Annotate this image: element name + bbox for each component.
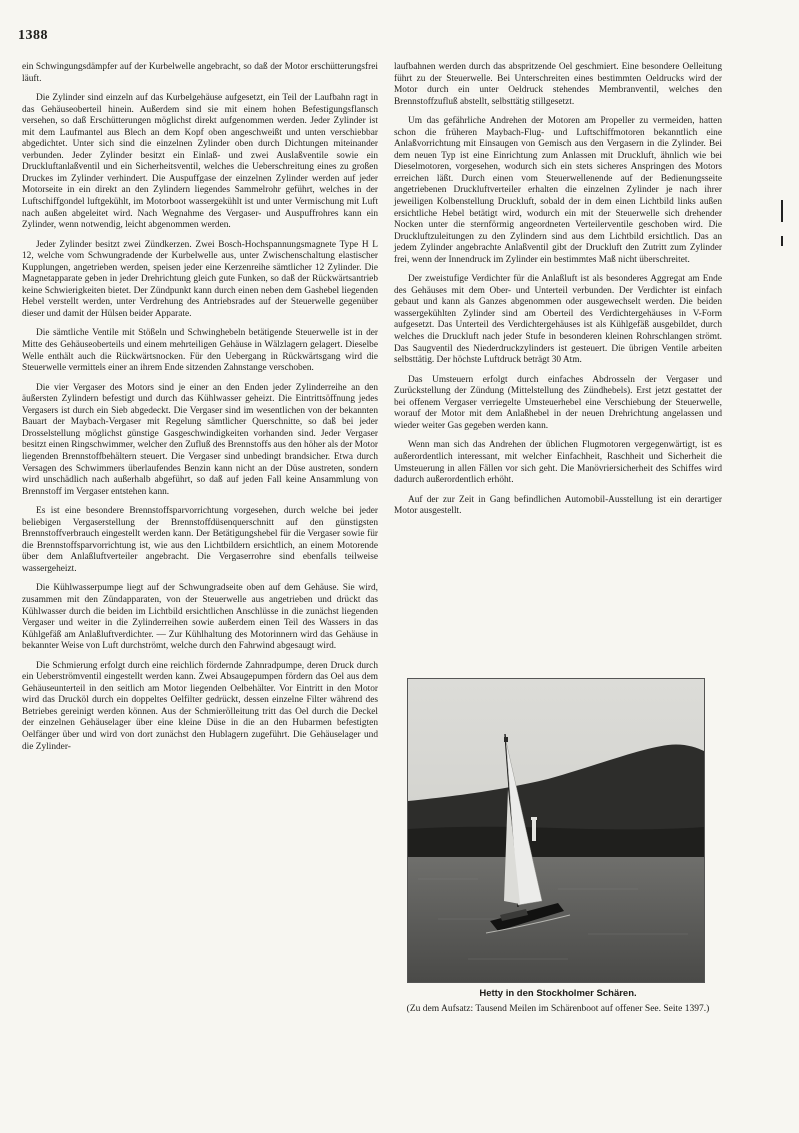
figure-caption bbox=[394, 988, 722, 1015]
page-number: 1388 bbox=[18, 28, 48, 43]
paragraph: Die sämtliche Ventile mit Stößeln und Schwinghebeln betätigende Steuerwelle ist in der Mitte des Gehäuseoberteils und einem mehrteiligen Gehäuse in Wälzlagern gelagert. Dieselbe Welle enthält auch die Rückwärtsnocken. Für den Uebergang in Rückwärtsgang wird die Steuerwelle vermittels einer an ihrem Ende sitzenden Zahnstange verschoben. bbox=[22, 328, 378, 374]
right-column bbox=[394, 62, 722, 526]
left-column bbox=[22, 62, 378, 761]
water bbox=[408, 857, 704, 982]
paragraph: Wenn man sich das Andrehen der üblichen Flugmotoren vergegenwärtigt, ist es außerordentlich interessant, mit welcher Einfachheit, Raschheit und Sicherheit die Umsteuerung in allen Fällen vor sich geht. Die Manövriersicherheit des Schiffes wird dadurch außerordentlich erhöht. bbox=[394, 440, 722, 486]
paragraph: Der zweistufige Verdichter für die Anlaßluft ist als besonderes Aggregat am Ende des Gehäuses mit dem Ober- und Unterteil verbunden. Der Verdichter ist einfach gebaut und kann als Ganzes abgenommen oder ausgewechselt werden. Die beiden wassergekühlten Zylinder sind am Oberteil des Verdichtergehäuses in V-Form aufgesetzt. Das Unterteil des Verdichtergehäuses ist als Kühlgefäß ausgebildet, durch welches die Druckluft nach jeder Stufe in besonderen kleinen Rohrschlangen strömt. Das Saugventil des Niederdruckzylinders ist gesteuert. Die übrigen Ventile arbeiten selbsttätig. Der höchste Luftdruck beträgt 30 Atm. bbox=[394, 274, 722, 366]
paragraph: Das Umsteuern erfolgt durch einfaches Abdrosseln der Vergaser und Zurückstellung der Zündung (Mittelstellung des Zündhebels). Erst jetzt gestattet der bei offenem Vergaser verriegelte Umsteuerhebel eine Verschiebung der Steuerwelle, worauf der Motor mit dem Anlaßhebel in der neuen Drehrichtung angelassen und wieder weiter Gas gegeben werden kann. bbox=[394, 374, 722, 431]
sailboat-photo-illustration bbox=[408, 679, 704, 982]
paragraph: Jeder Zylinder besitzt zwei Zündkerzen. Zwei Bosch-Hochspannungsmagnete Type H L 12, welche vom Schwungradende der Kurbelwelle aus, unter Zwischenschaltung elastischer Kupplungen, angetrieben werden, speisen jeder eine Kerzenreihe sämtlicher 12 Zylinder. Die Magnetapparate geben in jeder Drehrichtung gleich gute Funken, so daß der Rückwärtsantrieb keine Schwierigkeiten bietet. Der Zündpunkt kann durch einen neben dem Gashebel liegenden Hebel verstellt werden, unter Verdrehung des Antriebsrades auf der Steuerwelle gegenüber dieser und damit der Hülsen beider Apparate. bbox=[22, 239, 378, 319]
paragraph: Die Kühlwasserpumpe liegt auf der Schwungradseite oben auf dem Gehäuse. Sie wird, zusammen mit den Zündapparaten, von der Steuerwelle aus angetrieben und drückt das Kühlwasser durch die beiden im Lichtbild ersichtlichen Anschlüsse in die zunächst liegenden Vergaser und weiter in die Zylinderreihen sowie außerdem einen Teil des Wassers in das Kühlgefäß am Anlaßluftverdichter. — Zur Kühlhaltung des Motorinnern wird das Gehäuse in bekannter Weise von Luft durchströmt, welche durch den Fahrwind abgesaugt wird. bbox=[22, 583, 378, 652]
scan-mark bbox=[781, 200, 783, 222]
paragraph: laufbahnen werden durch das abspritzende Oel geschmiert. Eine besondere Oelleitung führt zu der Steuerwelle. Bei Unterschreiten eines bestimmten Oeldrucks wird der Motor durch ein unter Oeldruck stehendes Membranventil, welches den Brennstoffzufluß abstellt, selbsttätig stillgesetzt. bbox=[394, 62, 722, 107]
paragraph: ein Schwingungsdämpfer auf der Kurbelwelle angebracht, so daß der Motor erschütterungsfrei läuft. bbox=[22, 62, 378, 84]
scan-mark bbox=[781, 236, 783, 246]
paragraph: Die vier Vergaser des Motors sind je einer an den Enden jeder Zylinderreihe an den äußersten Zylindern befestigt und durch das Kühlwasser geheizt. Die Eintrittsöffnung jedes Vergasers ist durch ein Sieb abgedeckt. Die Vergaser sind im wesentlichen von der bekannten Bauart der Maybach-Vergaser mit Regelung sämtlicher Querschnitte, so daß bei jeder Drosselstellung möglichst günstige Gasgeschwindigkeiten vorhanden sind. Jeder Vergaser besitzt einen Ringschwimmer, welcher den Zufluß des Brennstoffs aus den höher als der Motor liegenden Brennstoffbehältern steuert. Die Vergaser sind unbedingt brandsicher. Etwa durch Versagen des Schwimmers überlaufendes Benzin kann nicht an der Düse austreten, sondern wird unschädlich nach außerhalb abgeführt, so daß auf jeden Fall keine Ansammlung von Brennstoff im Vergaser entstehen kann. bbox=[22, 382, 378, 497]
paragraph: Um das gefährliche Andrehen der Motoren am Propeller zu vermeiden, hatten schon die früheren Maybach-Flug- und Luftschiffmotoren bekanntlich eine Anlaßvorrichtung mit Einsaugen von Gemisch aus den Vergasern in die Zylinder. Bei dem neuen Typ ist eine Einrichtung zum Anlassen mit Druckluft, ähnlich wie bei Dieselmotoren, vorgesehen, wodurch sich ein stets sicheres Anspringen des Motors erreichen läßt. Durch einen vom Steuerwellenende auf der Bedienungsseite angetriebenen Druckluftverteiler erhalten die einzelnen Zylinder je nach ihrer jeweiligen Kolbenstellung Druckluft, sobald der in dem einen Lichtbild links außen ersichtliche Hebel betätigt wird, wodurch ein mit der Steuerwelle sich drehender Nocken unter die sternförmig angeordneten Verteilerventile geschoben wird. Die Druckluftzuleitungen zu den Zylindern sind aus dem Lichtbild ersichtlich. Das an jedem Zylinder angebrachte Anlaßventil gibt der Druckluft den Zutritt zum Zylinder frei, wenn der Innendruck im Zylinder ein bestimmtes Maß nicht überschreitet. bbox=[394, 116, 722, 265]
shoreline bbox=[408, 827, 704, 861]
paragraph: Die Schmierung erfolgt durch eine reichlich fördernde Zahnradpumpe, deren Druck durch ein Ueberströmventil eingestellt werden kann. Zwei Absaugepumpen fördern das Oel aus dem Gehäuseunterteil in den seitlich am Motor liegenden Oelbehälter. Vor Eintritt in den Motor wird das Drucköl durch ein doppeltes Oelfilter gedrückt, dessen einzelne Filter während des Betriebes gereinigt werden können. Aus der Schmierölleitung tritt das Oel durch die Deckel der einzelnen Gehäuselager über eine kleine Düse in die an den Hubarmen befestigten Oelfänger über und wird von dort zunächst den Hublagern zugeführt. Die Gehäuselager und die Zylinder- bbox=[22, 660, 378, 752]
lighthouse bbox=[532, 819, 536, 841]
paragraph: Auf der zur Zeit in Gang befindlichen Automobil-Ausstellung ist ein derartiger Motor ausgestellt. bbox=[394, 494, 722, 517]
caption-title: Hetty in den Stockholmer Schären. bbox=[479, 988, 637, 999]
paragraph: Es ist eine besondere Brennstoffsparvorrichtung vorgesehen, durch welche bei jeder beliebigen Vergaserstellung der Brennstoffdüsenquerschnitt auf den günstigsten Brennstoffverbrauch eingestellt werden kann. Der Betätigungshebel für die Vergaser sowie für die Brennstoffsparvorrichtung ist, wie aus den Lichtbildern ersichtlich, an einem Motorende über dem Anlaßluftverteiler angebracht. Die Vergaserrohre sind ebenfalls teilweise wassergeheizt. bbox=[22, 506, 378, 574]
pennant bbox=[504, 737, 508, 742]
sailboat-photo bbox=[407, 678, 705, 983]
paragraph: Die Zylinder sind einzeln auf das Kurbelgehäuse aufgesetzt, ein Teil der Laufbahn ragt in das Gehäuseoberteil hinein. Außerdem sind sie mit einem hohen Befestigungsflansch versehen, so daß Erschütterungen möglichst direkt aufgenommen werden. Jeder Zylinder ist mit dem Laufmantel aus Blech an dem Kopf oben angeschweißt und unten verschiebbar abgedichtet. Unter sich sind die einzelnen Zylinder oben durch Dichtungen miteinander verbunden. Jeder Zylinder besitzt ein Einlaß- und zwei Auslaßventile sowie ein Druckluftanlaßventil und ein Sicherheitsventil, welches die Ueberschreitung eines zu großen Druckes im Zylinder verhindert. Die Auspuffgase der einzelnen Zylinder werden auf jeder Motorseite in ein direkt an den Zylindern liegendes Sammelrohr geführt, welches in der Luftschiffgondel luftgekühlt, im Motorboot wassergekühlt ist und unter Vermischung mit Luft nach außen abgeleitet wird. Nach Wegnahme des Vergaser- und Auspuffrohres kann ein Zylinder, wenn notwendig, leicht abgenommen werden. bbox=[22, 93, 378, 231]
caption-note: (Zu dem Aufsatz: Tausend Meilen im Schärenboot auf offener See. Seite 1397.) bbox=[406, 1004, 710, 1014]
